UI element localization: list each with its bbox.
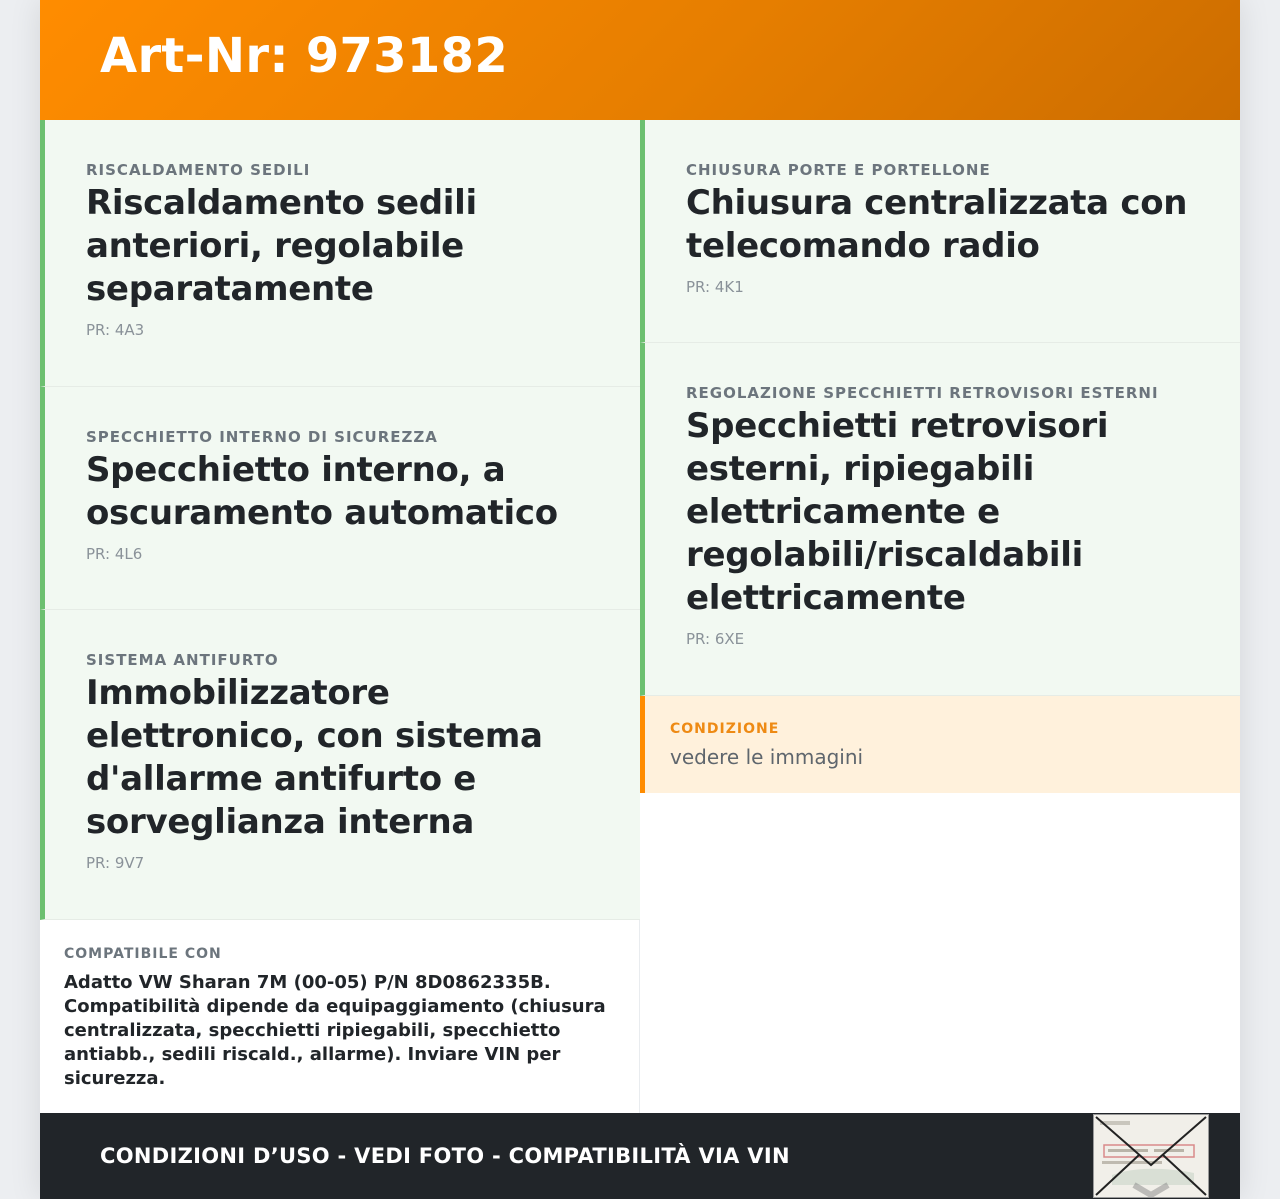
feature-pr-code: PR: 4K1 — [686, 278, 744, 296]
footer-text: CONDIZIONI D’USO - VEDI FOTO - COMPATIBILITÀ VIA VIN — [100, 1144, 790, 1168]
product-sheet — [40, 0, 1240, 1199]
feature-pr-code: PR: 6XE — [686, 630, 745, 648]
footer-bar — [40, 1113, 1240, 1199]
feature-value: Specchietto interno, a oscuramento automatico — [86, 450, 558, 533]
feature-value: Riscaldamento sedili anteriori, regolabile separatamente — [86, 183, 477, 309]
right-column — [640, 120, 1240, 793]
feature-card-exterior-mirrors — [640, 343, 1240, 696]
envelope-photo-thumbnail-icon[interactable] — [1093, 1114, 1209, 1198]
feature-label: SISTEMA ANTIFURTO — [86, 651, 279, 669]
feature-label: SPECCHIETTO INTERNO DI SICUREZZA — [86, 428, 438, 446]
article-number-title: Art-Nr: 973182 — [100, 28, 509, 84]
compatibility-label: COMPATIBILE CON — [64, 946, 222, 962]
compatibility-section — [40, 920, 640, 1113]
condition-box — [640, 696, 1240, 793]
feature-pr-code: PR: 4A3 — [86, 321, 145, 339]
feature-card-seat-heating — [40, 120, 640, 387]
feature-card-door-locking — [640, 120, 1240, 343]
feature-value: Immobilizzatore elettronico, con sistema d'allarme antifurto e sorveglianza interna — [86, 673, 543, 842]
envelope-icon — [1094, 1115, 1208, 1197]
header-bar — [40, 0, 1240, 120]
feature-card-anti-theft — [40, 610, 640, 920]
compatibility-text: Adatto VW Sharan 7M (00-05) P/N 8D0862335B. Compatibilità dipende da equipaggiamento (chiusura centralizzata, specchietti ripiegabili, specchietto antiabb., sedili riscald., allarme). Inviare VIN per sicurezza. — [64, 972, 606, 1089]
feature-pr-code: PR: 9V7 — [86, 854, 145, 872]
feature-pr-code: PR: 4L6 — [86, 545, 143, 563]
feature-card-interior-mirror — [40, 387, 640, 610]
left-column — [40, 120, 640, 920]
condition-value: vedere le immagini — [670, 745, 864, 769]
condition-label: CONDIZIONE — [670, 721, 780, 737]
feature-label: RISCALDAMENTO SEDILI — [86, 161, 311, 179]
feature-value: Chiusura centralizzata con telecomando radio — [686, 183, 1188, 266]
feature-value: Specchietti retrovisori esterni, ripiegabili elettricamente e regolabili/riscaldabili elettricamente — [686, 406, 1109, 618]
feature-label: CHIUSURA PORTE E PORTELLONE — [686, 161, 991, 179]
feature-label: REGOLAZIONE SPECCHIETTI RETROVISORI ESTERNI — [686, 384, 1159, 402]
